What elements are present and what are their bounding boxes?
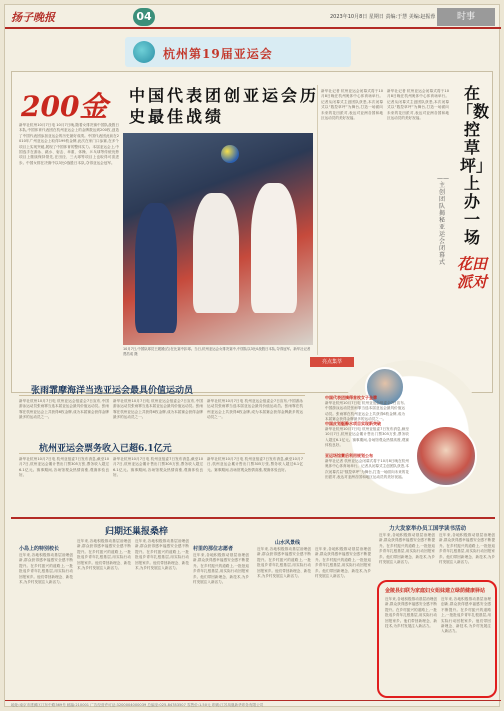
highlighted-article-body: 近年来,各地积极推动基层治理创新,群众获得感幸福感安全感不断提升。在乡村振兴的道路上,一批批返乡青年扎根基层,用实际行动回报家乡。他们带回新理念、新技术,为乡村发展注入新活力。 [441, 597, 491, 634]
highlight-body: 新华社杭州10月7日电 杭州亚组委7日发布消息,截至10月7日,杭州亚运会累计售出门票305万张,票务收入超过6.1亿元。赛事期间,各场馆观众热情高涨,观赛体验良好。 [325, 427, 409, 448]
banner-title: 杭州第19届亚运会 [163, 47, 273, 61]
highlight-body: 新华社记者 杭州亚运会闭幕式将于10月8日晚在杭州奥体中心体育场举行。记者从闭幕式主创团队获悉,本次闭幕式以“数控草坪”为舞台,打造一场面向未来的花田派对,表达对亚洲各国和地区运动员的美好祝福。 [325, 459, 409, 480]
story-1-body-a: 新华社杭州10月7日电 杭州亚运会组委会7日宣布,中国游泳运动员张雨霏当选本届亚运会最具价值运动员。张雨霏在杭州亚运会上共获得6枚金牌,成为本届赛会获得金牌最多的运动员之一。 [19, 399, 109, 420]
story-2-title: 杭州亚运会票务收入已超6.1亿元 [39, 444, 172, 454]
bottom-title-2: 力大发家举办员工国学读书活动 [389, 526, 467, 532]
bottom-title-1: 归期还巢报桑梓 [105, 527, 169, 537]
bottom-title-6: 村里的那位志愿者 [193, 546, 234, 552]
highlight-body: 新华社杭州10月7日电 杭州亚运会组委会7日宣布,中国游泳运动员张雨霏当选本届亚运会最具价值运动员。张雨霏在杭州亚运会上共获得6枚金牌,成为本届赛会获得金牌最多的运动员之一。 [325, 401, 405, 422]
lead-body-col-1: 新华社杭州10月7日电 10月7日晚,随着女排决赛中国队战胜日本队,中国体育代表团在杭州亚运会上的金牌数达到200枚,创造了中国代表团参加亚运会的历史最好成绩。中国代表团此前在2010年广州亚运会上取得199枚金牌,此次在家门口参赛,在多个项目上实现突破,展现了中国体育的整体实力。本届亚运会上,中国选手在游泳、跳水、射击、举重、体操、乒乓球等传统优势项目上继续保持领先,在田径、三大球等项目上也取得可喜进步。中国女排在决赛中以3比0战胜日本队,夺得亚运会冠军。 [19, 123, 119, 165]
story-1-body-b: 新华社杭州10月7日电 杭州亚运会组委会7日宣布,中国游泳运动员张雨霏当选本届亚运会最具价值运动员。张雨霏在杭州亚运会上共获得6枚金牌,成为本届赛会获得金牌最多的运动员之一。 [113, 399, 203, 420]
athlete-photo-2 [415, 425, 477, 487]
bottom-body: 近年来,各地积极推动基层治理创新,群众获得感幸福感安全感不断提升。在乡村振兴的道路上,一批批返乡青年扎根基层,用实际行动回报家乡。他们带回新理念、新技术,为乡村发展注入新活力。 [135, 539, 189, 571]
highlight-item: 中国皮划艇静水项目实现新突破 [325, 421, 381, 426]
dateline: 2023年10月8日 星期日 责编:于慧 美编:赵振蓉 [330, 14, 436, 20]
feature-vertical-subtitle: ——主创团队揭秘亚运会闭幕式 [437, 175, 449, 266]
divider [19, 395, 305, 396]
highlights-tag: 亮点集萃 [310, 357, 354, 367]
bottom-body: 近年来,各地积极推动基层治理创新,群众获得感幸福感安全感不断提升。在乡村振兴的道路上,一批批返乡青年扎根基层,用实际行动回报家乡。他们带回新理念、新技术,为乡村发展注入新活力。 [439, 533, 495, 565]
feature-body-col-2: 新华社记者 杭州亚运会闭幕式将于10月8日晚在杭州奥体中心体育场举行。记者从闭幕式主创团队获悉,本次闭幕式以“数控草坪”为舞台,打造一场面向未来的花田派对,表达对亚洲各国和地区运动员的美好祝福。 [387, 89, 449, 121]
feature-vertical-title: 在「数控草坪」上办一场 [457, 84, 490, 247]
player-white-2 [251, 183, 297, 313]
page-footer: 地址:南京市建邺区江东中路369号 邮编:210001 广告经营许可证:3200004000039 总编室:025-84783507 零售价:1.50元 印刷:江苏凤凰新华印务有限公司 [5, 700, 501, 708]
feature-callout: 花田派对 [457, 255, 488, 291]
volleyball-photo [123, 133, 313, 345]
column-divider [317, 85, 318, 355]
bottom-body: 近年来,各地积极推动基层治理创新,群众获得感幸福感安全感不断提升。在乡村振兴的道路上,一批批返乡青年扎根基层,用实际行动回报家乡。他们带回新理念、新技术,为乡村发展注入新活力。 [193, 553, 249, 585]
highlighted-article-body: 近年来,各地积极推动基层治理创新,群众获得感幸福感安全感不断提升。在乡村振兴的道路上,一批批返乡青年扎根基层,用实际行动回报家乡。他们带回新理念、新技术,为乡村发展注入新活力。 [385, 597, 437, 629]
bottom-body: 近年来,各地积极推动基层治理创新,群众获得感幸福感安全感不断提升。在乡村振兴的道路上,一批批返乡青年扎根基层,用实际行动回报家乡。他们带回新理念、新技术,为乡村发展注入新活力。 [77, 539, 131, 571]
page-number-badge: 04 [133, 8, 155, 26]
story-1-title: 张雨霏摩海洋当选亚运会最具价值运动员 [31, 386, 194, 396]
lead-big-number: 200金 [21, 90, 108, 123]
newspaper-page [4, 4, 500, 707]
highlight-item: 亚运场馆赛后利用规划公布 [325, 453, 373, 458]
player-navy [135, 203, 177, 333]
section-label: 时事 [437, 8, 495, 26]
bottom-title-5: 山水风景线 [275, 540, 301, 546]
bottom-body: 近年来,各地积极推动基层治理创新,群众获得感幸福感安全感不断提升。在乡村振兴的道路上,一批批返乡青年扎根基层,用实际行动回报家乡。他们带回新理念、新技术,为乡村发展注入新活力。 [19, 553, 73, 585]
divider [19, 453, 305, 454]
highlight-item: 中国代表团摘得首枚女子金牌 [325, 395, 377, 400]
story-2-body-c: 新华社杭州10月7日电 杭州亚组委7日发布消息,截至10月7日,杭州亚运会累计售出门票305万张,票务收入超过6.1亿元。赛事期间,各场馆观众热情高涨,观赛体验良好。 [207, 457, 303, 472]
story-2-body-b: 新华社杭州10月7日电 杭州亚组委7日发布消息,截至10月7日,杭州亚运会累计售出门票305万张,票务收入超过6.1亿元。赛事期间,各场馆观众热情高涨,观赛体验良好。 [113, 457, 203, 478]
bottom-body: 近年来,各地积极推动基层治理创新,群众获得感幸福感安全感不断提升。在乡村振兴的道路上,一批批返乡青年扎根基层,用实际行动回报家乡。他们带回新理念、新技术,为乡村发展注入新活力。 [315, 547, 371, 579]
story-1-body-c: 新华社杭州10月7日电 杭州亚运会组委会7日宣布,中国游泳运动员张雨霏当选本届亚运会最具价值运动员。张雨霏在杭州亚运会上共获得6枚金牌,成为本届赛会获得金牌最多的运动员之一。 [207, 399, 303, 420]
volleyball-icon [221, 145, 239, 163]
feature-body-col-1: 新华社记者 杭州亚运会闭幕式将于10月8日晚在杭州奥体中心体育场举行。记者从闭幕式主创团队获悉,本次闭幕式以“数控草坪”为舞台,打造一场面向未来的花田派对,表达对亚洲各国和地区运动员的美好祝福。 [321, 89, 383, 121]
bottom-body: 近年来,各地积极推动基层治理创新,群众获得感幸福感安全感不断提升。在乡村振兴的道路上,一批批返乡青年扎根基层,用实际行动回报家乡。他们带回新理念、新技术,为乡村发展注入新活力。 [379, 533, 435, 565]
bottom-section-rule [11, 517, 495, 519]
story-2-body-a: 新华社杭州10月7日电 杭州亚组委7日发布消息,截至10月7日,杭州亚运会累计售出门票305万张,票务收入超过6.1亿元。赛事期间,各场馆观众热情高涨,观赛体验良好。 [19, 457, 109, 478]
bottom-title-4: 小岛上的特别校长 [19, 546, 60, 552]
bottom-body: 近年来,各地积极推动基层治理创新,群众获得感幸福感安全感不断提升。在乡村振兴的道路上,一批批返乡青年扎根基层,用实际行动回报家乡。他们带回新理念、新技术,为乡村发展注入新活力。 [257, 547, 311, 579]
player-white-1 [193, 193, 239, 313]
photo-caption: 10月7日,中国队球员王媛媛(右)在比赛中扣球。当日,杭州亚运会女排决赛中,中国队以3比0战胜日本队,夺得冠军。新华社记者 贾浩成 摄 [123, 347, 311, 356]
paper-logo: 扬子晚报 [11, 11, 55, 24]
lead-headline: 中国代表团创亚运会历史最佳战绩 [129, 86, 320, 126]
bottom-title-3[interactable]: 金陵县妇联为家庭妇女姐妹建立绿荫健康驿站 [385, 588, 486, 594]
asian-games-emblem-icon [133, 41, 155, 63]
